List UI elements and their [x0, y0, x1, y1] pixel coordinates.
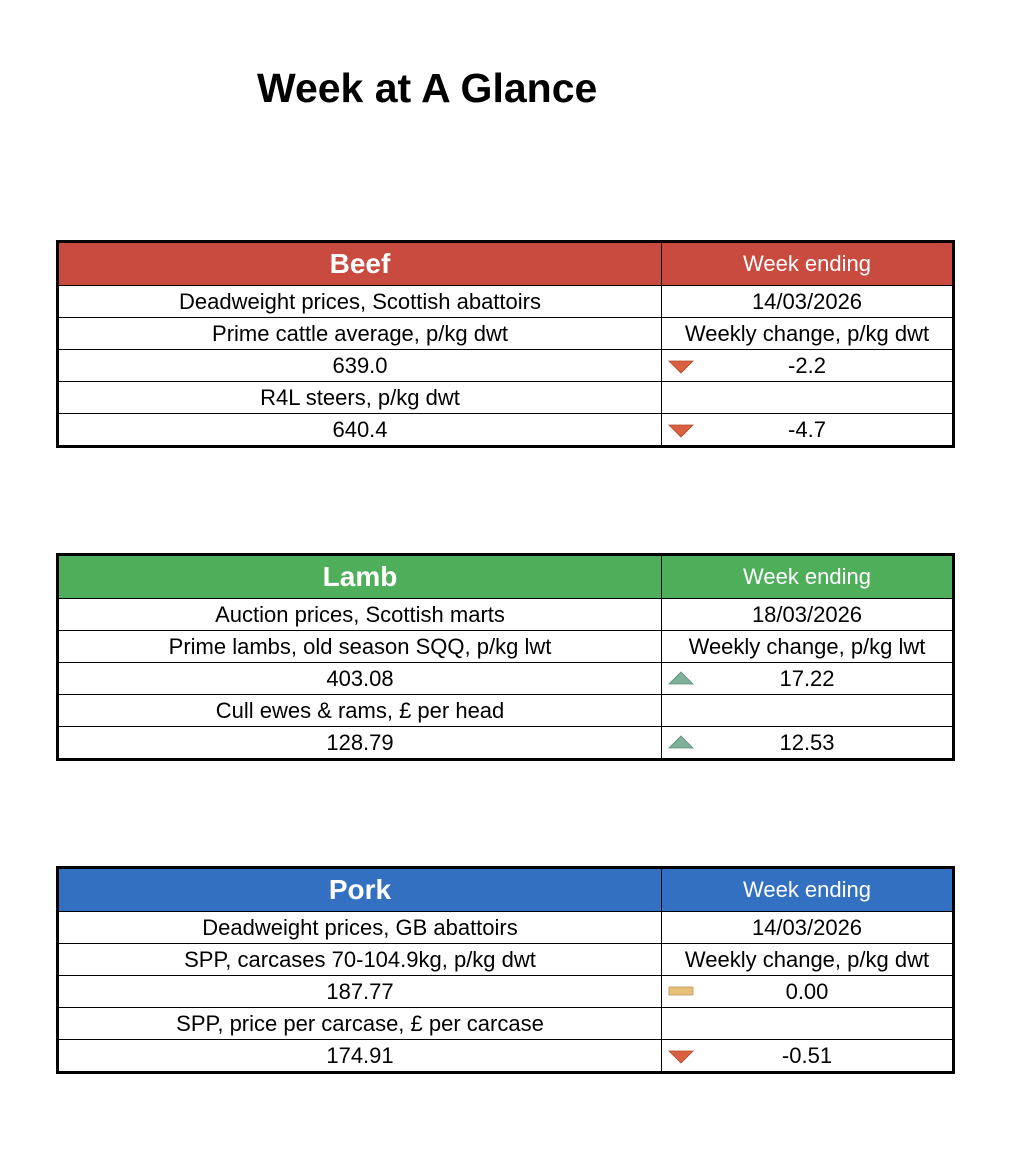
table-row: [58, 976, 954, 1008]
pork-metric1-change-cell: [662, 976, 954, 1008]
lamb-metric1-value: 403.08: [58, 663, 662, 695]
lamb-header-row: [58, 555, 954, 599]
lamb-date: 18/03/2026: [662, 599, 954, 631]
table-row: [58, 695, 954, 727]
lamb-metric1-label: Prime lambs, old season SQQ, p/kg lwt: [58, 631, 662, 663]
table-row: [58, 631, 954, 663]
lamb-metric2-label: Cull ewes & rams, £ per head: [58, 695, 662, 727]
table-row: [58, 727, 954, 760]
beef-title: Beef: [58, 242, 662, 286]
trend-down-icon: [668, 1050, 694, 1064]
table-row: [58, 1040, 954, 1073]
table-row: [58, 318, 954, 350]
beef-metric1-label: Prime cattle average, p/kg dwt: [58, 318, 662, 350]
table-row: [58, 912, 954, 944]
pork-change-label: Weekly change, p/kg dwt: [662, 944, 954, 976]
beef-date: 14/03/2026: [662, 286, 954, 318]
pork-title: Pork: [58, 868, 662, 912]
trend-up-icon: [668, 671, 694, 685]
beef-table: [56, 240, 955, 448]
empty-cell: [662, 382, 954, 414]
empty-cell: [662, 695, 954, 727]
pork-metric2-value: 174.91: [58, 1040, 662, 1073]
pork-table: [56, 866, 955, 1074]
pork-week-ending-label: Week ending: [662, 868, 954, 912]
empty-cell: [662, 1008, 954, 1040]
trend-up-icon: [668, 735, 694, 749]
lamb-change-label: Weekly change, p/kg lwt: [662, 631, 954, 663]
trend-flat-icon: [668, 986, 694, 996]
lamb-metric2-change: 12.53: [779, 730, 835, 755]
lamb-week-ending-label: Week ending: [662, 555, 954, 599]
table-row: [58, 414, 954, 447]
pork-metric1-value: 187.77: [58, 976, 662, 1008]
lamb-source: Auction prices, Scottish marts: [58, 599, 662, 631]
table-row: [58, 944, 954, 976]
beef-change-label: Weekly change, p/kg dwt: [662, 318, 954, 350]
pork-header-row: [58, 868, 954, 912]
pork-metric2-change: -0.51: [781, 1043, 833, 1068]
trend-down-icon: [668, 360, 694, 374]
beef-metric1-change-cell: [662, 350, 954, 382]
beef-metric2-change: -4.7: [788, 417, 826, 442]
beef-metric1-change: -2.2: [788, 353, 826, 378]
lamb-metric2-value: 128.79: [58, 727, 662, 760]
beef-metric2-value: 640.4: [58, 414, 662, 447]
table-row: [58, 1008, 954, 1040]
beef-metric1-value: 639.0: [58, 350, 662, 382]
table-row: [58, 663, 954, 695]
table-row: [58, 599, 954, 631]
lamb-metric1-change-cell: [662, 663, 954, 695]
pork-source: Deadweight prices, GB abattoirs: [58, 912, 662, 944]
pork-metric2-change-cell: [662, 1040, 954, 1073]
lamb-title: Lamb: [58, 555, 662, 599]
pork-metric1-change: 0.00: [785, 979, 829, 1004]
beef-metric2-label: R4L steers, p/kg dwt: [58, 382, 662, 414]
lamb-table: [56, 553, 955, 761]
beef-source: Deadweight prices, Scottish abattoirs: [58, 286, 662, 318]
lamb-metric2-change-cell: [662, 727, 954, 760]
table-row: [58, 350, 954, 382]
table-row: [58, 286, 954, 318]
pork-metric2-label: SPP, price per carcase, £ per carcase: [58, 1008, 662, 1040]
pork-date: 14/03/2026: [662, 912, 954, 944]
trend-down-icon: [668, 424, 694, 438]
beef-week-ending-label: Week ending: [662, 242, 954, 286]
page-title: Week at A Glance: [257, 65, 598, 111]
pork-metric1-label: SPP, carcases 70-104.9kg, p/kg dwt: [58, 944, 662, 976]
beef-header-row: [58, 242, 954, 286]
table-row: [58, 382, 954, 414]
lamb-metric1-change: 17.22: [779, 666, 835, 691]
beef-metric2-change-cell: [662, 414, 954, 447]
